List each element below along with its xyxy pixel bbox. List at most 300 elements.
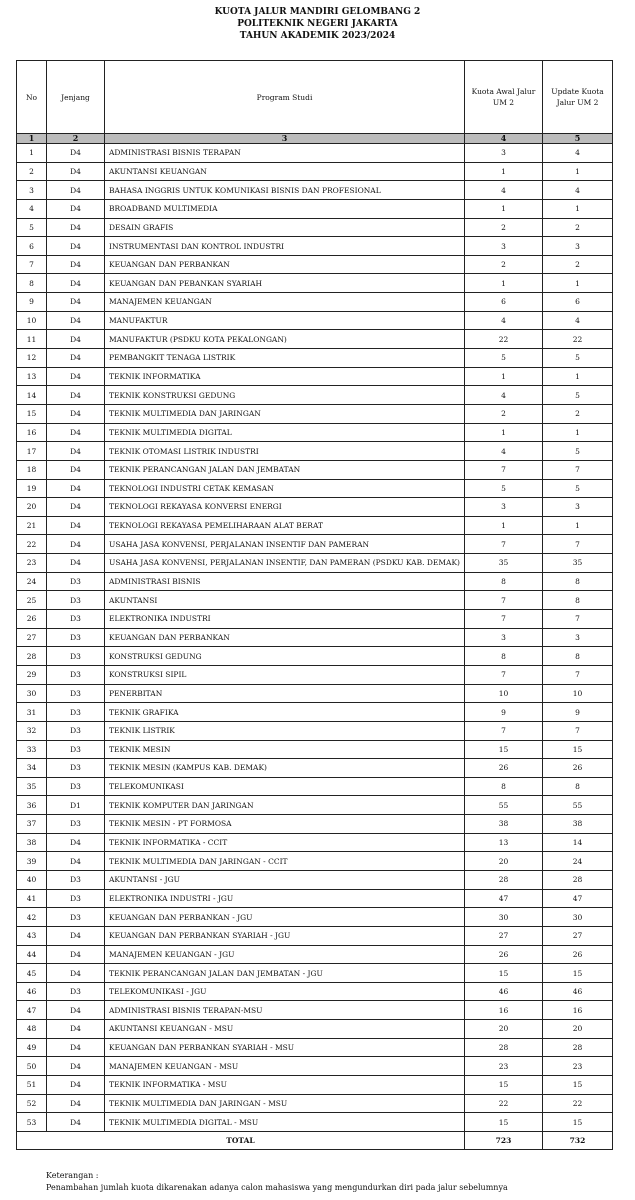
row-update-kuota: 26: [543, 759, 613, 778]
row-update-kuota: 22: [543, 1094, 613, 1113]
row-no: 35: [17, 777, 47, 796]
row-no: 4: [17, 199, 47, 218]
row-update-kuota: 6: [543, 293, 613, 312]
row-update-kuota: 7: [543, 721, 613, 740]
row-no: 52: [17, 1094, 47, 1113]
row-update-kuota: 3: [543, 237, 613, 256]
row-update-kuota: 8: [543, 572, 613, 591]
row-no: 48: [17, 1020, 47, 1039]
table-row: [17, 945, 613, 964]
row-no: 26: [17, 610, 47, 629]
row-jenjang: D3: [47, 908, 105, 927]
table-row: [17, 684, 613, 703]
row-jenjang: D3: [47, 721, 105, 740]
row-no: 28: [17, 647, 47, 666]
row-jenjang: D3: [47, 759, 105, 778]
row-update-kuota: 1: [543, 423, 613, 442]
row-program-studi: DESAIN GRAFIS: [105, 218, 465, 237]
table-row: [17, 554, 613, 573]
table-row: [17, 1113, 613, 1132]
row-no: 20: [17, 498, 47, 517]
row-kuota-awal: 15: [465, 740, 543, 759]
row-kuota-awal: 27: [465, 926, 543, 945]
row-no: 17: [17, 442, 47, 461]
row-no: 2: [17, 162, 47, 181]
row-kuota-awal: 10: [465, 684, 543, 703]
table-header-row: [17, 61, 613, 134]
row-no: 3: [17, 181, 47, 200]
row-program-studi: PENERBITAN: [105, 684, 465, 703]
table-row: [17, 311, 613, 330]
row-update-kuota: 1: [543, 199, 613, 218]
table-row: [17, 740, 613, 759]
total-kuota-awal: 723: [465, 1131, 543, 1149]
row-update-kuota: 5: [543, 442, 613, 461]
row-program-studi: KEUANGAN DAN PERBANKAN SYARIAH - MSU: [105, 1038, 465, 1057]
row-jenjang: D3: [47, 628, 105, 647]
table-row: [17, 833, 613, 852]
row-program-studi: TEKNOLOGI INDUSTRI CETAK KEMASAN: [105, 479, 465, 498]
row-jenjang: D4: [47, 554, 105, 573]
row-program-studi: KEUANGAN DAN PERBANKAN - JGU: [105, 908, 465, 927]
quota-table: [16, 60, 613, 1150]
table-row: [17, 647, 613, 666]
row-program-studi: AKUNTANSI KEUANGAN: [105, 162, 465, 181]
row-program-studi: KEUANGAN DAN PERBANKAN SYARIAH - JGU: [105, 926, 465, 945]
table-row: [17, 759, 613, 778]
table-row: [17, 535, 613, 554]
row-jenjang: D4: [47, 1076, 105, 1095]
row-jenjang: D4: [47, 535, 105, 554]
row-no: 11: [17, 330, 47, 349]
row-no: 49: [17, 1038, 47, 1057]
row-program-studi: AKUNTANSI: [105, 591, 465, 610]
table-row: [17, 1057, 613, 1076]
row-program-studi: TEKNIK MULTIMEDIA DAN JARINGAN - MSU: [105, 1094, 465, 1113]
row-no: 50: [17, 1057, 47, 1076]
row-kuota-awal: 4: [465, 386, 543, 405]
table-row: [17, 665, 613, 684]
row-jenjang: D4: [47, 833, 105, 852]
row-program-studi: INSTRUMENTASI DAN KONTROL INDUSTRI: [105, 237, 465, 256]
row-program-studi: TEKNIK MULTIMEDIA DIGITAL: [105, 423, 465, 442]
row-kuota-awal: 13: [465, 833, 543, 852]
table-row: [17, 330, 613, 349]
row-kuota-awal: 23: [465, 1057, 543, 1076]
row-kuota-awal: 7: [465, 610, 543, 629]
row-kuota-awal: 1: [465, 423, 543, 442]
table-row: [17, 703, 613, 722]
row-jenjang: D4: [47, 349, 105, 368]
row-no: 30: [17, 684, 47, 703]
row-jenjang: D4: [47, 964, 105, 983]
row-update-kuota: 5: [543, 386, 613, 405]
row-program-studi: TEKNOLOGI REKAYASA PEMELIHARAAN ALAT BERAT: [105, 516, 465, 535]
row-jenjang: D4: [47, 237, 105, 256]
row-jenjang: D3: [47, 982, 105, 1001]
row-no: 12: [17, 349, 47, 368]
row-update-kuota: 14: [543, 833, 613, 852]
row-update-kuota: 10: [543, 684, 613, 703]
row-no: 46: [17, 982, 47, 1001]
row-no: 10: [17, 311, 47, 330]
table-row: [17, 255, 613, 274]
row-no: 31: [17, 703, 47, 722]
table-row: [17, 293, 613, 312]
col-header-no: No: [17, 61, 47, 134]
row-no: 45: [17, 964, 47, 983]
row-kuota-awal: 4: [465, 181, 543, 200]
row-no: 53: [17, 1113, 47, 1132]
row-jenjang: D4: [47, 852, 105, 871]
row-program-studi: TEKNIK MULTIMEDIA DAN JARINGAN - CCIT: [105, 852, 465, 871]
row-no: 32: [17, 721, 47, 740]
row-update-kuota: 27: [543, 926, 613, 945]
row-no: 40: [17, 870, 47, 889]
table-row: [17, 498, 613, 517]
column-number: 5: [543, 134, 613, 144]
row-update-kuota: 20: [543, 1020, 613, 1039]
row-program-studi: BAHASA INGGRIS UNTUK KOMUNIKASI BISNIS DAN PROFESIONAL: [105, 181, 465, 200]
row-program-studi: TEKNIK MESIN: [105, 740, 465, 759]
table-row: [17, 367, 613, 386]
row-kuota-awal: 5: [465, 349, 543, 368]
row-program-studi: TEKNIK PERANCANGAN JALAN DAN JEMBATAN: [105, 460, 465, 479]
row-jenjang: D4: [47, 218, 105, 237]
row-jenjang: D4: [47, 516, 105, 535]
row-program-studi: PEMBANGKIT TENAGA LISTRIK: [105, 349, 465, 368]
table-row: [17, 964, 613, 983]
table-row: [17, 162, 613, 181]
institution-name: POLITEKNIK NEGERI JAKARTA: [237, 19, 398, 29]
row-kuota-awal: 20: [465, 1020, 543, 1039]
row-kuota-awal: 28: [465, 870, 543, 889]
row-jenjang: D3: [47, 665, 105, 684]
row-program-studi: KEUANGAN DAN PERBANKAN: [105, 628, 465, 647]
row-jenjang: D4: [47, 199, 105, 218]
notes-title: Keterangan :: [46, 1171, 99, 1180]
row-kuota-awal: 15: [465, 1076, 543, 1095]
row-program-studi: AKUNTANSI KEUANGAN - MSU: [105, 1020, 465, 1039]
table-row: [17, 1001, 613, 1020]
table-row: [17, 404, 613, 423]
row-kuota-awal: 1: [465, 367, 543, 386]
row-update-kuota: 23: [543, 1057, 613, 1076]
row-update-kuota: 2: [543, 404, 613, 423]
column-number: 1: [17, 134, 47, 144]
row-update-kuota: 15: [543, 1113, 613, 1132]
row-kuota-awal: 7: [465, 721, 543, 740]
row-update-kuota: 16: [543, 1001, 613, 1020]
row-jenjang: D4: [47, 442, 105, 461]
table-row: [17, 777, 613, 796]
row-program-studi: ADMINISTRASI BISNIS: [105, 572, 465, 591]
row-update-kuota: 28: [543, 870, 613, 889]
row-no: 27: [17, 628, 47, 647]
row-update-kuota: 47: [543, 889, 613, 908]
row-jenjang: D3: [47, 815, 105, 834]
row-program-studi: TEKNIK MESIN - PT FORMOSA: [105, 815, 465, 834]
row-update-kuota: 1: [543, 516, 613, 535]
row-program-studi: TEKNOLOGI REKAYASA KONVERSI ENERGI: [105, 498, 465, 517]
row-jenjang: D4: [47, 1001, 105, 1020]
row-kuota-awal: 7: [465, 460, 543, 479]
row-no: 51: [17, 1076, 47, 1095]
row-kuota-awal: 7: [465, 665, 543, 684]
row-kuota-awal: 3: [465, 628, 543, 647]
row-kuota-awal: 4: [465, 442, 543, 461]
total-row: [17, 1131, 613, 1149]
row-kuota-awal: 7: [465, 591, 543, 610]
row-jenjang: D4: [47, 293, 105, 312]
row-kuota-awal: 35: [465, 554, 543, 573]
row-jenjang: D3: [47, 703, 105, 722]
row-program-studi: AKUNTANSI - JGU: [105, 870, 465, 889]
row-program-studi: USAHA JASA KONVENSI, PERJALANAN INSENTIF DAN PAMERAN: [105, 535, 465, 554]
row-no: 44: [17, 945, 47, 964]
row-program-studi: TEKNIK GRAFIKA: [105, 703, 465, 722]
table-row: [17, 721, 613, 740]
academic-year: TAHUN AKADEMIK 2023/2024: [239, 31, 396, 41]
row-update-kuota: 30: [543, 908, 613, 927]
row-jenjang: D4: [47, 1020, 105, 1039]
row-jenjang: D4: [47, 386, 105, 405]
row-program-studi: MANUFAKTUR: [105, 311, 465, 330]
row-kuota-awal: 1: [465, 162, 543, 181]
row-kuota-awal: 3: [465, 144, 543, 163]
row-no: 37: [17, 815, 47, 834]
row-kuota-awal: 30: [465, 908, 543, 927]
row-kuota-awal: 15: [465, 964, 543, 983]
col-header-kuota-awal: Kuota Awal Jalur UM 2: [465, 61, 543, 134]
row-update-kuota: 4: [543, 311, 613, 330]
row-jenjang: D1: [47, 796, 105, 815]
row-update-kuota: 35: [543, 554, 613, 573]
table-row: [17, 926, 613, 945]
row-no: 15: [17, 404, 47, 423]
row-jenjang: D3: [47, 889, 105, 908]
row-kuota-awal: 9: [465, 703, 543, 722]
row-kuota-awal: 26: [465, 945, 543, 964]
row-update-kuota: 4: [543, 181, 613, 200]
table-row: [17, 386, 613, 405]
table-row: [17, 870, 613, 889]
table-row: [17, 460, 613, 479]
row-jenjang: D4: [47, 255, 105, 274]
row-no: 16: [17, 423, 47, 442]
column-number: 4: [465, 134, 543, 144]
table-row: [17, 181, 613, 200]
row-kuota-awal: 55: [465, 796, 543, 815]
row-no: 38: [17, 833, 47, 852]
row-kuota-awal: 3: [465, 237, 543, 256]
row-program-studi: TELEKOMUNIKASI - JGU: [105, 982, 465, 1001]
table-row: [17, 572, 613, 591]
row-kuota-awal: 8: [465, 572, 543, 591]
row-kuota-awal: 15: [465, 1113, 543, 1132]
row-no: 42: [17, 908, 47, 927]
row-update-kuota: 38: [543, 815, 613, 834]
row-program-studi: TEKNIK MESIN (KAMPUS KAB. DEMAK): [105, 759, 465, 778]
row-kuota-awal: 2: [465, 218, 543, 237]
row-update-kuota: 28: [543, 1038, 613, 1057]
row-jenjang: D4: [47, 945, 105, 964]
row-jenjang: D4: [47, 460, 105, 479]
row-kuota-awal: 47: [465, 889, 543, 908]
table-row: [17, 218, 613, 237]
row-program-studi: KEUANGAN DAN PEBANKAN SYARIAH: [105, 274, 465, 293]
row-jenjang: D4: [47, 404, 105, 423]
column-number: 2: [47, 134, 105, 144]
row-jenjang: D3: [47, 572, 105, 591]
row-update-kuota: 15: [543, 964, 613, 983]
table-row: [17, 349, 613, 368]
row-program-studi: KEUANGAN DAN PERBANKAN: [105, 255, 465, 274]
row-update-kuota: 3: [543, 498, 613, 517]
row-update-kuota: 8: [543, 647, 613, 666]
row-update-kuota: 7: [543, 460, 613, 479]
row-jenjang: D3: [47, 610, 105, 629]
row-program-studi: TEKNIK LISTRIK: [105, 721, 465, 740]
row-jenjang: D4: [47, 311, 105, 330]
row-program-studi: MANUFAKTUR (PSDKU KOTA PEKALONGAN): [105, 330, 465, 349]
row-update-kuota: 1: [543, 274, 613, 293]
row-no: 23: [17, 554, 47, 573]
row-no: 41: [17, 889, 47, 908]
row-update-kuota: 4: [543, 144, 613, 163]
row-jenjang: D3: [47, 591, 105, 610]
row-no: 47: [17, 1001, 47, 1020]
row-jenjang: D3: [47, 740, 105, 759]
row-jenjang: D4: [47, 367, 105, 386]
row-program-studi: TEKNIK INFORMATIKA - MSU: [105, 1076, 465, 1095]
total-label: TOTAL: [17, 1131, 465, 1149]
row-no: 36: [17, 796, 47, 815]
table-row: [17, 908, 613, 927]
row-kuota-awal: 16: [465, 1001, 543, 1020]
row-program-studi: TELEKOMUNIKASI: [105, 777, 465, 796]
row-update-kuota: 5: [543, 479, 613, 498]
table-row: [17, 1076, 613, 1095]
row-update-kuota: 7: [543, 535, 613, 554]
table-row: [17, 1020, 613, 1039]
row-update-kuota: 2: [543, 218, 613, 237]
row-jenjang: D4: [47, 162, 105, 181]
row-no: 39: [17, 852, 47, 871]
row-kuota-awal: 7: [465, 535, 543, 554]
row-no: 33: [17, 740, 47, 759]
row-program-studi: TEKNIK OTOMASI LISTRIK INDUSTRI: [105, 442, 465, 461]
table-row: [17, 982, 613, 1001]
row-kuota-awal: 38: [465, 815, 543, 834]
row-jenjang: D3: [47, 777, 105, 796]
row-kuota-awal: 2: [465, 255, 543, 274]
row-no: 34: [17, 759, 47, 778]
row-kuota-awal: 3: [465, 498, 543, 517]
row-jenjang: D4: [47, 274, 105, 293]
table-row: [17, 144, 613, 163]
row-no: 13: [17, 367, 47, 386]
table-row: [17, 237, 613, 256]
row-program-studi: USAHA JASA KONVENSI, PERJALANAN INSENTIF, DAN PAMERAN (PSDKU KAB. DEMAK): [105, 554, 465, 573]
row-no: 24: [17, 572, 47, 591]
row-update-kuota: 7: [543, 665, 613, 684]
row-no: 21: [17, 516, 47, 535]
notes-text: Penambahan jumlah kuota dikarenakan adanya calon mahasiswa yang mengundurkan diri pada jalur sebelumnya: [46, 1183, 508, 1192]
row-program-studi: TEKNIK PERANCANGAN JALAN DAN JEMBATAN - JGU: [105, 964, 465, 983]
row-update-kuota: 9: [543, 703, 613, 722]
row-jenjang: D3: [47, 647, 105, 666]
total-update: 732: [543, 1131, 613, 1149]
row-no: 25: [17, 591, 47, 610]
row-program-studi: TEKNIK KONSTRUKSI GEDUNG: [105, 386, 465, 405]
row-program-studi: TEKNIK KOMPUTER DAN JARINGAN: [105, 796, 465, 815]
row-kuota-awal: 46: [465, 982, 543, 1001]
row-update-kuota: 22: [543, 330, 613, 349]
row-program-studi: BROADBAND MULTIMEDIA: [105, 199, 465, 218]
row-no: 9: [17, 293, 47, 312]
table-row: [17, 199, 613, 218]
row-jenjang: D4: [47, 423, 105, 442]
row-kuota-awal: 1: [465, 274, 543, 293]
row-jenjang: D4: [47, 926, 105, 945]
row-program-studi: KONSTRUKSI GEDUNG: [105, 647, 465, 666]
col-header-prodi: Program Studi: [105, 61, 465, 134]
row-kuota-awal: 26: [465, 759, 543, 778]
row-jenjang: D4: [47, 144, 105, 163]
col-header-jenjang: Jenjang: [47, 61, 105, 134]
row-no: 29: [17, 665, 47, 684]
row-jenjang: D4: [47, 1057, 105, 1076]
row-no: 8: [17, 274, 47, 293]
row-program-studi: MANAJEMEN KEUANGAN - JGU: [105, 945, 465, 964]
row-update-kuota: 1: [543, 162, 613, 181]
row-update-kuota: 46: [543, 982, 613, 1001]
row-update-kuota: 8: [543, 777, 613, 796]
row-update-kuota: 1: [543, 367, 613, 386]
table-row: [17, 610, 613, 629]
row-program-studi: TEKNIK INFORMATIKA: [105, 367, 465, 386]
row-program-studi: KONSTRUKSI SIPIL: [105, 665, 465, 684]
row-kuota-awal: 8: [465, 777, 543, 796]
row-kuota-awal: 20: [465, 852, 543, 871]
table-row: [17, 274, 613, 293]
row-jenjang: D4: [47, 181, 105, 200]
table-row: [17, 1038, 613, 1057]
row-update-kuota: 24: [543, 852, 613, 871]
row-program-studi: TEKNIK MULTIMEDIA DIGITAL - MSU: [105, 1113, 465, 1132]
row-kuota-awal: 22: [465, 330, 543, 349]
row-kuota-awal: 8: [465, 647, 543, 666]
table-row: [17, 796, 613, 815]
row-update-kuota: 8: [543, 591, 613, 610]
row-update-kuota: 15: [543, 1076, 613, 1095]
row-no: 6: [17, 237, 47, 256]
row-no: 22: [17, 535, 47, 554]
row-update-kuota: 55: [543, 796, 613, 815]
row-no: 18: [17, 460, 47, 479]
row-update-kuota: 3: [543, 628, 613, 647]
row-no: 19: [17, 479, 47, 498]
row-jenjang: D4: [47, 498, 105, 517]
row-kuota-awal: 4: [465, 311, 543, 330]
table-row: [17, 889, 613, 908]
row-no: 7: [17, 255, 47, 274]
table-row: [17, 1094, 613, 1113]
row-kuota-awal: 28: [465, 1038, 543, 1057]
table-row: [17, 516, 613, 535]
row-program-studi: MANAJEMEN KEUANGAN: [105, 293, 465, 312]
